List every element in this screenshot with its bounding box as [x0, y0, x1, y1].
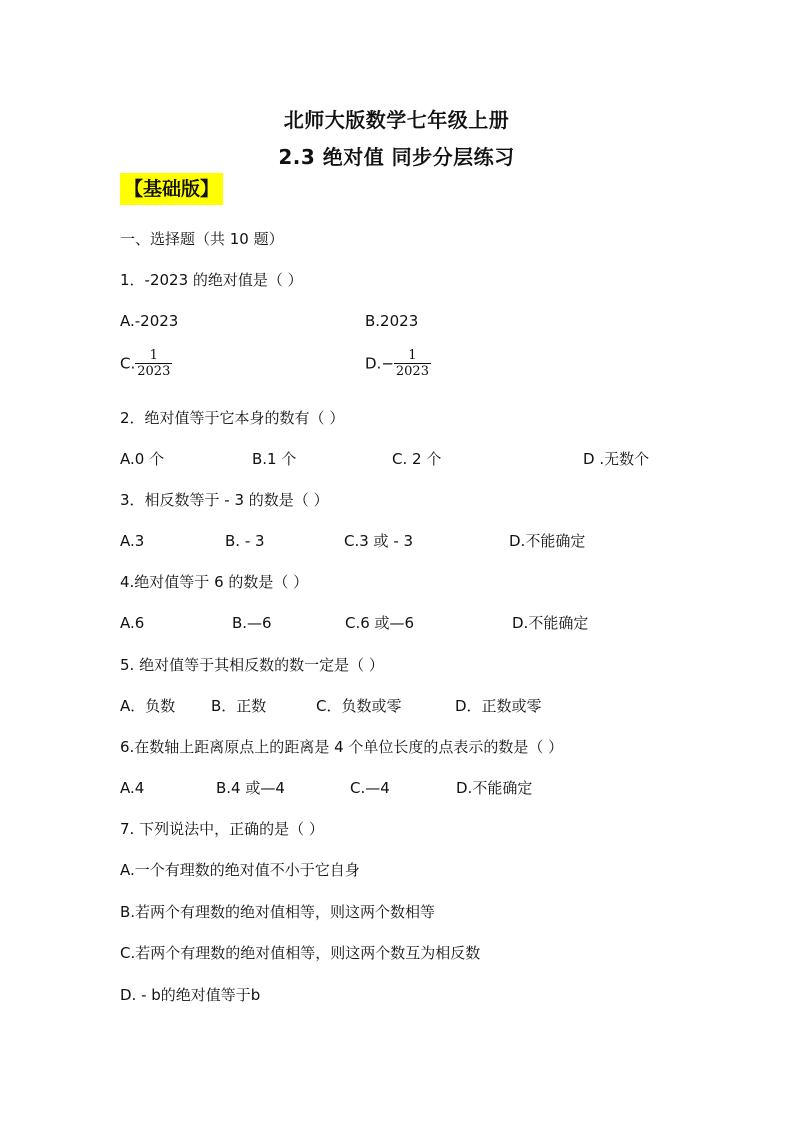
q4-option-a: A.6 — [120, 614, 145, 632]
level-badge: 【基础版】 — [120, 173, 223, 205]
q2-option-a: A.0 个 — [120, 450, 165, 468]
fraction-numerator: 1 — [149, 348, 158, 363]
question-2-stem: 2．绝对值等于它本身的数有（ ） — [120, 409, 345, 427]
question-4-stem: 4.绝对值等于 6 的数是（ ） — [120, 573, 309, 591]
fraction-denominator: 2023 — [137, 364, 171, 379]
q1-option-c-prefix: C. — [120, 354, 136, 373]
section-heading: 一、选择题（共 10 题） — [120, 230, 284, 248]
q2-option-c: C. 2 个 — [392, 450, 442, 468]
q1-option-d-fraction — [394, 348, 431, 379]
q4-option-d: D.不能确定 — [512, 614, 589, 632]
q7-option-c: C.若两个有理数的绝对值相等，则这两个数互为相反数 — [120, 944, 481, 962]
q1-option-c-fraction — [135, 348, 172, 379]
q3-option-c: C.3 或 - 3 — [344, 532, 414, 550]
q7-option-b: B.若两个有理数的绝对值相等，则这两个数相等 — [120, 903, 436, 921]
q5-option-a: A．负数 — [120, 697, 176, 715]
question-3-stem: 3．相反数等于 - 3 的数是（ ） — [120, 491, 329, 509]
q1-option-b: B.2023 — [365, 312, 419, 330]
q4-option-c: C.6 或—6 — [345, 614, 415, 632]
doc-title: 北师大版数学七年级上册 — [283, 108, 510, 132]
question-5-stem: 5. 绝对值等于其相反数的数一定是（ ） — [120, 656, 384, 674]
q1-option-d-prefix: D.− — [365, 354, 394, 373]
q6-option-c: C.—4 — [350, 779, 390, 797]
fraction-denominator: 2023 — [395, 364, 429, 379]
q6-option-b: B.4 或—4 — [216, 779, 285, 797]
q5-option-c: C．负数或零 — [316, 697, 402, 715]
q6-option-d: D.不能确定 — [456, 779, 533, 797]
question-1-stem: 1．-2023 的绝对值是（ ） — [120, 271, 303, 289]
fraction-numerator: 1 — [408, 348, 417, 363]
q7-option-a: A.一个有理数的绝对值不小于它自身 — [120, 861, 360, 879]
q5-option-d: D．正数或零 — [455, 697, 542, 715]
q7-option-d: D. - b的绝对值等于b — [120, 986, 261, 1004]
question-6-stem: 6.在数轴上距离原点上的距离是 4 个单位长度的点表示的数是（ ） — [120, 738, 564, 756]
question-7-stem: 7. 下列说法中，正确的是（ ） — [120, 820, 324, 838]
q6-option-a: A.4 — [120, 779, 145, 797]
q1-option-c — [120, 348, 172, 379]
q4-option-b: B.—6 — [232, 614, 272, 632]
q3-option-a: A.3 — [120, 532, 145, 550]
q5-option-b: B．正数 — [211, 697, 267, 715]
q1-option-d — [365, 348, 431, 379]
q1-option-a: A.-2023 — [120, 312, 179, 330]
q2-option-b: B.1 个 — [252, 450, 297, 468]
q2-option-d: D .无数个 — [583, 450, 650, 468]
q3-option-d: D.不能确定 — [509, 532, 586, 550]
doc-subtitle: 2.3 绝对值 同步分层练习 — [278, 145, 515, 169]
q3-option-b: B. - 3 — [225, 532, 265, 550]
